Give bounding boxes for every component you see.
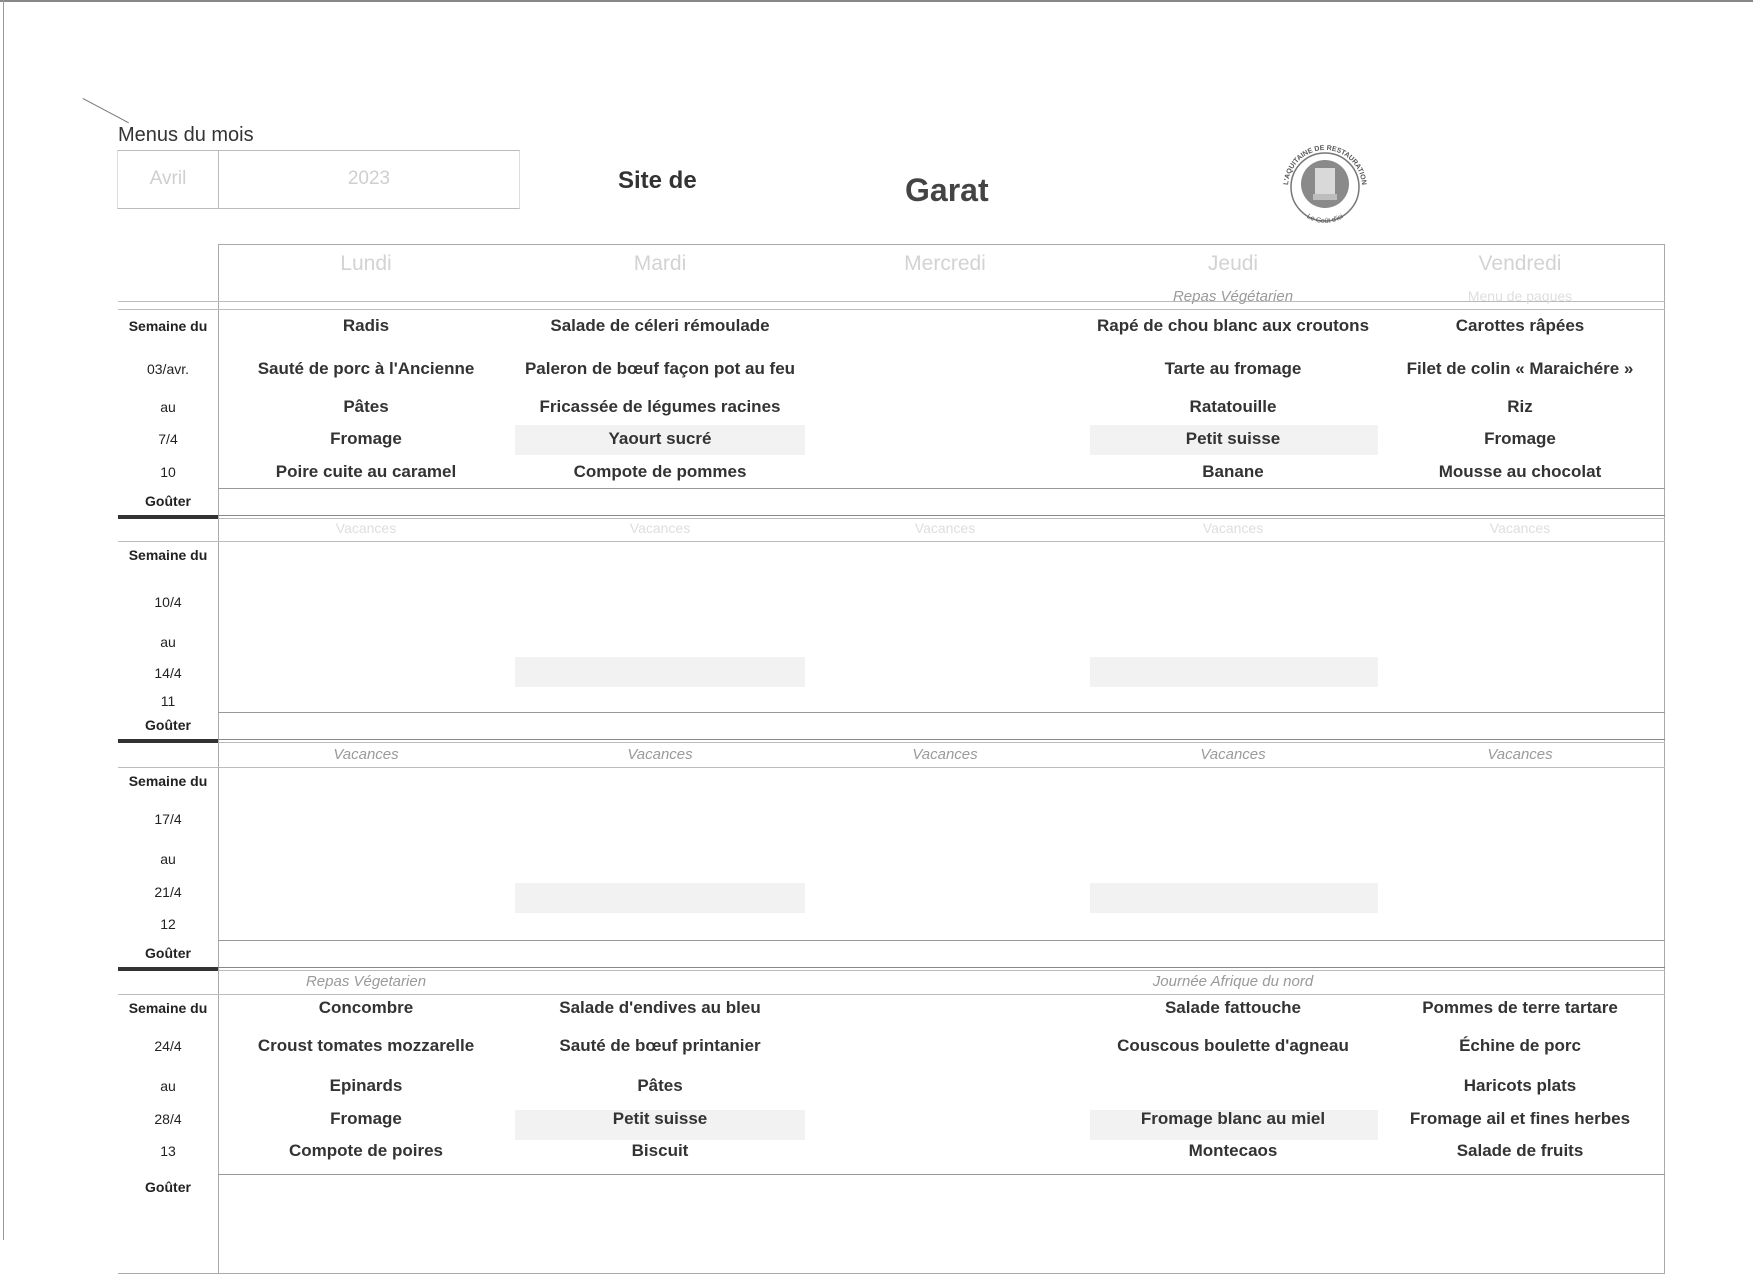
menu-item-0-1-3: Yaourt sucré <box>608 429 712 448</box>
site-name: Garat <box>905 172 989 208</box>
menu-item-0-0-1: Sauté de porc à l'Ancienne <box>257 359 475 378</box>
week-separator <box>218 970 1665 971</box>
row-label-gouter: Goûter <box>145 1179 191 1195</box>
row-label-gouter: Goûter <box>145 717 191 733</box>
week-separator <box>218 518 1665 519</box>
menu-item-3-4-3: Fromage ail et fines herbes <box>1409 1109 1631 1128</box>
menu-item-0-1-0: Salade de céleri rémoulade <box>550 316 770 335</box>
row-label-label_to: au <box>160 851 176 867</box>
row-label-label_week: Semaine du <box>128 318 208 334</box>
row-label-label_to: au <box>160 399 176 415</box>
row-label-number: 12 <box>160 916 176 932</box>
menu-item-3-0-2: Epinards <box>329 1076 403 1095</box>
tag-row-border <box>118 994 1665 995</box>
row-label-date_to: 28/4 <box>154 1111 182 1127</box>
menu-item-3-1-1: Sauté de bœuf printanier <box>559 1036 761 1055</box>
menu-item-0-3-0: Rapé de chou blanc aux croutons <box>1096 316 1370 335</box>
tag-1-3: Vacances <box>1202 520 1264 536</box>
week-separator <box>218 739 1665 740</box>
row-label-label_to: au <box>160 634 176 650</box>
row-label-date_to: 7/4 <box>158 431 178 447</box>
day-header-3: Jeudi <box>1207 252 1259 275</box>
menu-item-3-4-0: Pommes de terre tartare <box>1422 998 1618 1017</box>
row-label-date_from: 17/4 <box>154 811 182 827</box>
week-separator-thick <box>118 739 218 743</box>
row-highlight <box>1090 883 1378 913</box>
tag-row-border <box>118 541 1665 542</box>
day-header-1: Mardi <box>633 252 687 275</box>
row-label-date_from: 10/4 <box>154 594 182 610</box>
week-separator <box>218 967 1665 968</box>
menu-item-0-4-0: Carottes râpées <box>1455 316 1585 335</box>
tag-2-2: Vacances <box>912 746 978 763</box>
tag-0-3: Repas Végétarien <box>1172 288 1294 305</box>
row-label-date_from: 03/avr. <box>146 361 190 377</box>
tag-2-4: Vacances <box>1487 746 1553 763</box>
day-header-4: Vendredi <box>1478 252 1562 275</box>
day-header-0: Lundi <box>340 252 392 275</box>
menu-item-0-1-1: Paleron de bœuf façon pot au feu <box>524 359 796 378</box>
site-label: Site de <box>618 167 697 194</box>
tag-0-4: Menu de paques <box>1467 288 1573 304</box>
row-label-label_week: Semaine du <box>128 547 208 563</box>
table-top-border <box>218 244 1665 245</box>
menu-item-0-0-2: Pâtes <box>343 397 389 416</box>
menu-item-3-3-4: Montecaos <box>1188 1141 1278 1160</box>
tag-3-3: Journée Afrique du nord <box>1152 973 1314 990</box>
tag-2-0: Vacances <box>333 746 399 763</box>
menu-item-0-0-4: Poire cuite au caramel <box>275 462 457 481</box>
menu-item-0-4-3: Fromage <box>1484 429 1556 448</box>
row-label-date_to: 21/4 <box>154 884 182 900</box>
tag-3-0: Repas Végetarien <box>305 973 427 990</box>
gouter-row-border <box>218 488 1665 489</box>
tag-row-border <box>118 309 1665 310</box>
row-label-date_to: 14/4 <box>154 665 182 681</box>
day-header-2: Mercredi <box>904 252 986 275</box>
menu-item-0-3-3: Petit suisse <box>1185 429 1281 448</box>
menu-item-3-1-4: Biscuit <box>631 1141 689 1160</box>
logo-bottom-text: Le Goût d'ici <box>1305 213 1345 226</box>
row-label-label_week: Semaine du <box>128 1000 208 1016</box>
page-title: Menus du mois <box>118 124 254 146</box>
menu-item-0-4-4: Mousse au chocolat <box>1438 462 1602 481</box>
menu-item-3-3-0: Salade fattouche <box>1164 998 1302 1017</box>
menu-item-3-4-1: Échine de porc <box>1459 1036 1581 1055</box>
row-highlight <box>515 657 805 687</box>
week-separator-thick <box>118 967 218 971</box>
menu-item-3-3-1: Couscous boulette d'agneau <box>1117 1036 1349 1055</box>
menu-item-3-0-3: Fromage <box>330 1109 402 1128</box>
tag-row-border <box>118 767 1665 768</box>
menu-item-3-4-4: Salade de fruits <box>1456 1141 1584 1160</box>
gouter-row-border <box>218 1174 1665 1175</box>
row-label-label_to: au <box>160 1078 176 1094</box>
tag-1-1: Vacances <box>629 520 691 536</box>
menu-item-0-0-3: Fromage <box>330 429 402 448</box>
year-value: 2023 <box>347 168 391 189</box>
tag-1-0: Vacances <box>335 520 397 536</box>
row-label-date_from: 24/4 <box>154 1038 182 1054</box>
tag-1-2: Vacances <box>914 520 976 536</box>
menu-item-0-1-4: Compote de pommes <box>573 462 747 481</box>
row-label-gouter: Goûter <box>145 493 191 509</box>
tag-2-3: Vacances <box>1200 746 1266 763</box>
menu-item-3-3-3: Fromage blanc au miel <box>1140 1109 1326 1128</box>
menu-item-3-0-0: Concombre <box>318 998 414 1017</box>
row-label-gouter: Goûter <box>145 945 191 961</box>
menu-item-3-1-2: Pâtes <box>637 1076 683 1095</box>
gouter-row-border <box>218 940 1665 941</box>
gouter-row-border <box>218 712 1665 713</box>
row-highlight <box>1090 657 1378 687</box>
menu-item-0-4-1: Filet de colin « Maraichére » <box>1406 359 1634 378</box>
menu-item-3-1-3: Petit suisse <box>612 1109 708 1128</box>
tag-2-1: Vacances <box>627 746 693 763</box>
week-separator <box>218 742 1665 743</box>
menu-item-0-3-1: Tarte au fromage <box>1164 359 1302 378</box>
week-separator <box>218 515 1665 516</box>
row-highlight <box>515 883 805 913</box>
menu-item-0-4-2: Riz <box>1507 397 1533 416</box>
tag-1-4: Vacances <box>1489 520 1551 536</box>
row-label-number: 11 <box>160 693 176 709</box>
week-separator-thick <box>118 515 218 519</box>
menu-item-3-0-4: Compote de poires <box>289 1141 443 1160</box>
menu-item-0-1-2: Fricassée de légumes racines <box>539 397 781 416</box>
logo-top-text: L'AQUITAINE DE RESTAURATION <box>1283 144 1368 186</box>
menu-item-0-3-2: Ratatouille <box>1189 397 1277 416</box>
menu-item-3-1-0: Salade d'endives au bleu <box>559 998 761 1017</box>
month-value: Avril <box>149 168 187 189</box>
row-label-number: 13 <box>160 1143 176 1159</box>
menu-item-3-0-1: Croust tomates mozzarelle <box>257 1036 475 1055</box>
menu-item-0-0-0: Radis <box>342 316 390 335</box>
menu-item-3-4-2: Haricots plats <box>1463 1076 1577 1095</box>
menu-item-0-3-4: Banane <box>1202 462 1264 481</box>
row-label-label_week: Semaine du <box>128 773 208 789</box>
row-label-number: 10 <box>160 464 176 480</box>
